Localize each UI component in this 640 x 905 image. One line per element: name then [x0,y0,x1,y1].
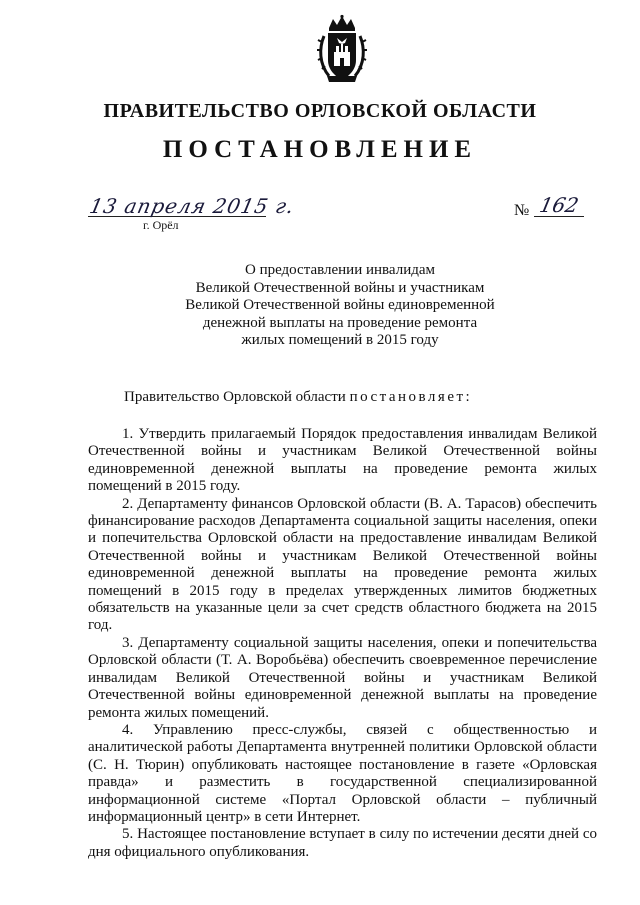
subject-block [150,262,530,350]
subject-line: О предоставлении инвалидам [244,262,435,278]
decree-intro: Правительство Орловской области [124,389,346,405]
handwritten-number: 162 [537,193,581,217]
paragraph: 5. Настоящее постановление вступает в силу по истечении десяти дней со дня официального опубликования. [88,826,597,860]
document-type: ПОСТАНОВЛЕНИЕ [162,136,478,163]
subject-line: жилых помещений в 2015 году [241,332,439,348]
subject-line: денежной выплаты на проведение ремонта [202,314,478,331]
city-label: г. Орёл [143,218,179,232]
decree-verb: постановляет: [349,389,473,405]
paragraph: 1. Утвердить прилагаемый Порядок предоставления инвалидам Великой Отечественной войны и участникам Великой Отечественной войны единовременной денежной выплаты на проведение ремонта жилых помещений в 2015 году. [88,426,597,495]
body-text [88,426,597,861]
subject-line: Великой Отечественной войны и участникам [195,279,485,296]
handwritten-date: 13 апреля 2015 г. [87,194,297,218]
coat-of-arms-icon [315,14,369,86]
subject-line: Великой Отечественной войны единовременной [185,297,495,313]
decree-line [124,389,472,406]
government-title: ПРАВИТЕЛЬСТВО ОРЛОВСКОЙ ОБЛАСТИ [103,100,537,122]
paragraph: 4. Управлению пресс-службы, связей с общественностью и аналитической работы Департамента внутренней политики Орловской области (С. Н. Тюрин) опубликовать настоящее постановление в газете «Орловская правда» и разместить в государственной специализированной информационной системе «Портал Орловской области – публичный информационный центр» в сети Интернет. [88,721,597,825]
paragraph: 2. Департаменту финансов Орловской области (В. А. Тарасов) обеспечить финансирование расходов Департамента социальной защиты населения, опеки и попечительства Орловской области на предоставление инвалидам Великой Отечественной войны и участникам Великой Отечественной войны единовременной денежной выплаты на проведение ремонта жилых помещений в 2015 году в пределах утвержденных лимитов бюджетных обязательств на указанные цели за счет средств областного бюджета на 2015 год. [88,495,597,634]
number-label: № [514,202,530,219]
paragraph: 3. Департаменту социальной защиты населения, опеки и попечительства Орловской области (Т. А. Воробьёва) обеспечить своевременное перечисление инвалидам Великой Отечественной войны и участникам Великой Отечественной войны единовременной денежной выплаты на проведение ремонта жилых помещений. [88,634,597,721]
